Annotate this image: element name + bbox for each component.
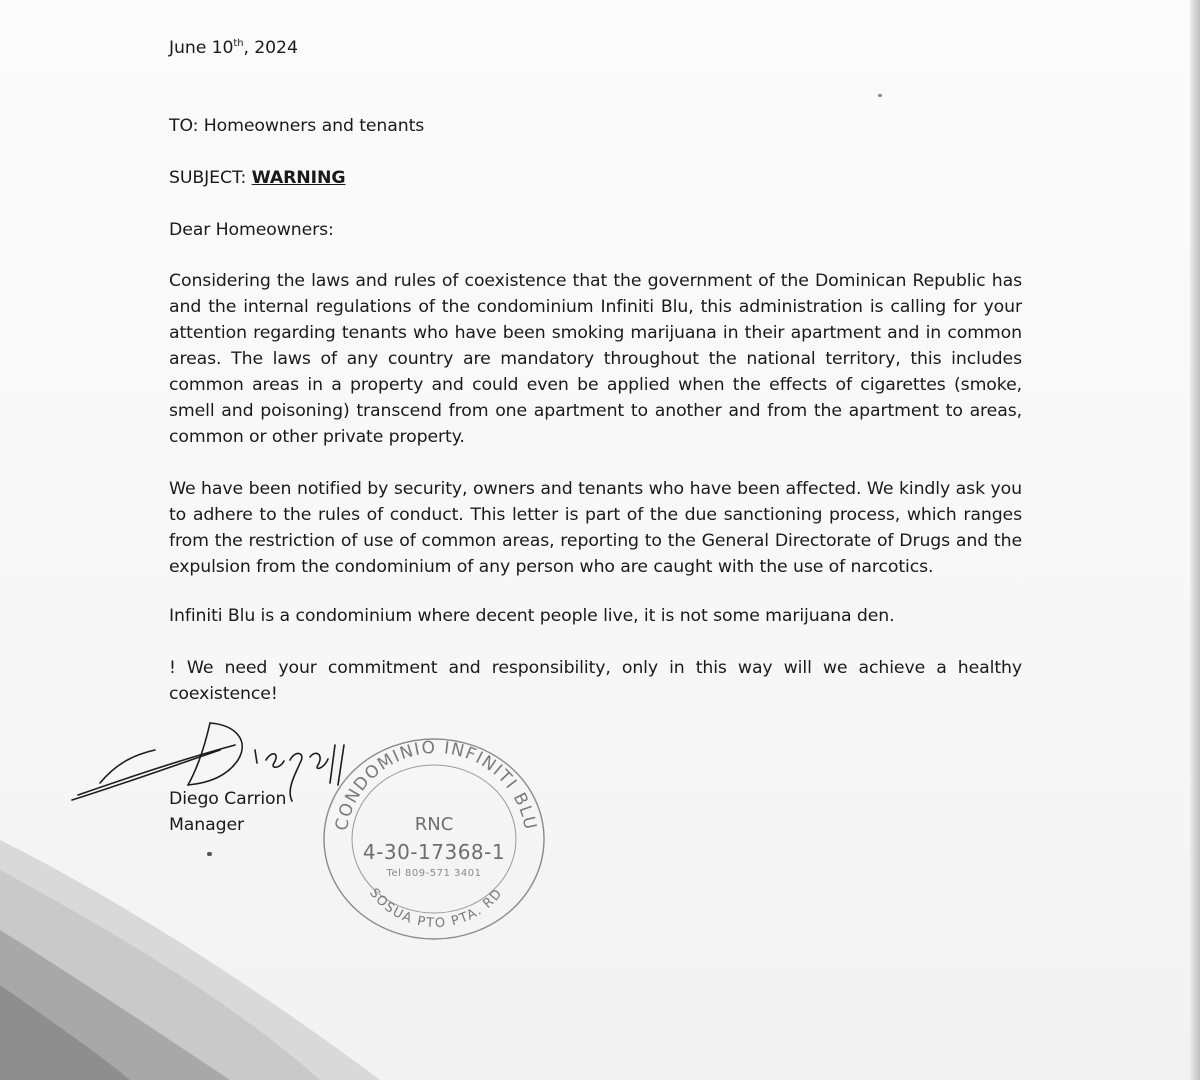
stamp-rnc-label: RNC	[414, 814, 454, 835]
signer-title: Manager	[169, 815, 245, 835]
stamp-rnc-number: 4-30-17368-1	[362, 840, 506, 864]
svg-text:CONDOMINIO INFINITI BLU: CONDOMINIO INFINITI BLU	[331, 737, 541, 833]
ink-speck	[207, 852, 212, 856]
stamp-telephone: Tel 809-571 3401	[386, 868, 482, 879]
ink-speck	[878, 94, 882, 97]
signer-name: Diego Carrion	[169, 789, 287, 809]
paragraph-laws: Considering the laws and rules of coexistence that the government of the Dominican Republic has and the internal regulations of the condominium Infiniti Blu, this administration is calling for your attention regarding tenants who have been smoking marijuana in their apartment and in common areas. The laws of any country are mandatory throughout the national territory, this includes common areas in a property and could even be applied when the effects of cigarettes (smoke, smell and poisoning) transcend from one apartment to another and from the apartment to areas, common or other private property.	[169, 271, 1022, 447]
letter-date: June 10th, 2024	[169, 38, 298, 58]
paragraph-statement: Infiniti Blu is a condominium where decent people live, it is not some marijuana den.	[169, 606, 895, 626]
page-edge-shadow	[1190, 0, 1200, 1080]
condominium-stamp	[316, 733, 552, 943]
recipient-line: TO: Homeowners and tenants	[169, 116, 425, 136]
subject-line	[169, 165, 1022, 191]
salutation: Dear Homeowners:	[169, 220, 334, 240]
paragraph-closing: ! We need your commitment and responsibility, only in this way will we achieve a healthy coexistence!	[169, 658, 1022, 704]
subject-label: SUBJECT:	[169, 168, 252, 188]
svg-text:SOSUA PTO PTA. RD: SOSUA PTO PTA. RD	[366, 885, 507, 932]
paragraph-sanctions: We have been notified by security, owners and tenants who have been affected. We kindly ask you to adhere to the rules of conduct. This letter is part of the due sanctioning process, which ranges from the restriction of use of common areas, reporting to the General Directorate of Drugs and the expulsion from the condominium of any person who are caught with the use of narcotics.	[169, 479, 1022, 577]
subject-value: WARNING	[251, 168, 346, 188]
